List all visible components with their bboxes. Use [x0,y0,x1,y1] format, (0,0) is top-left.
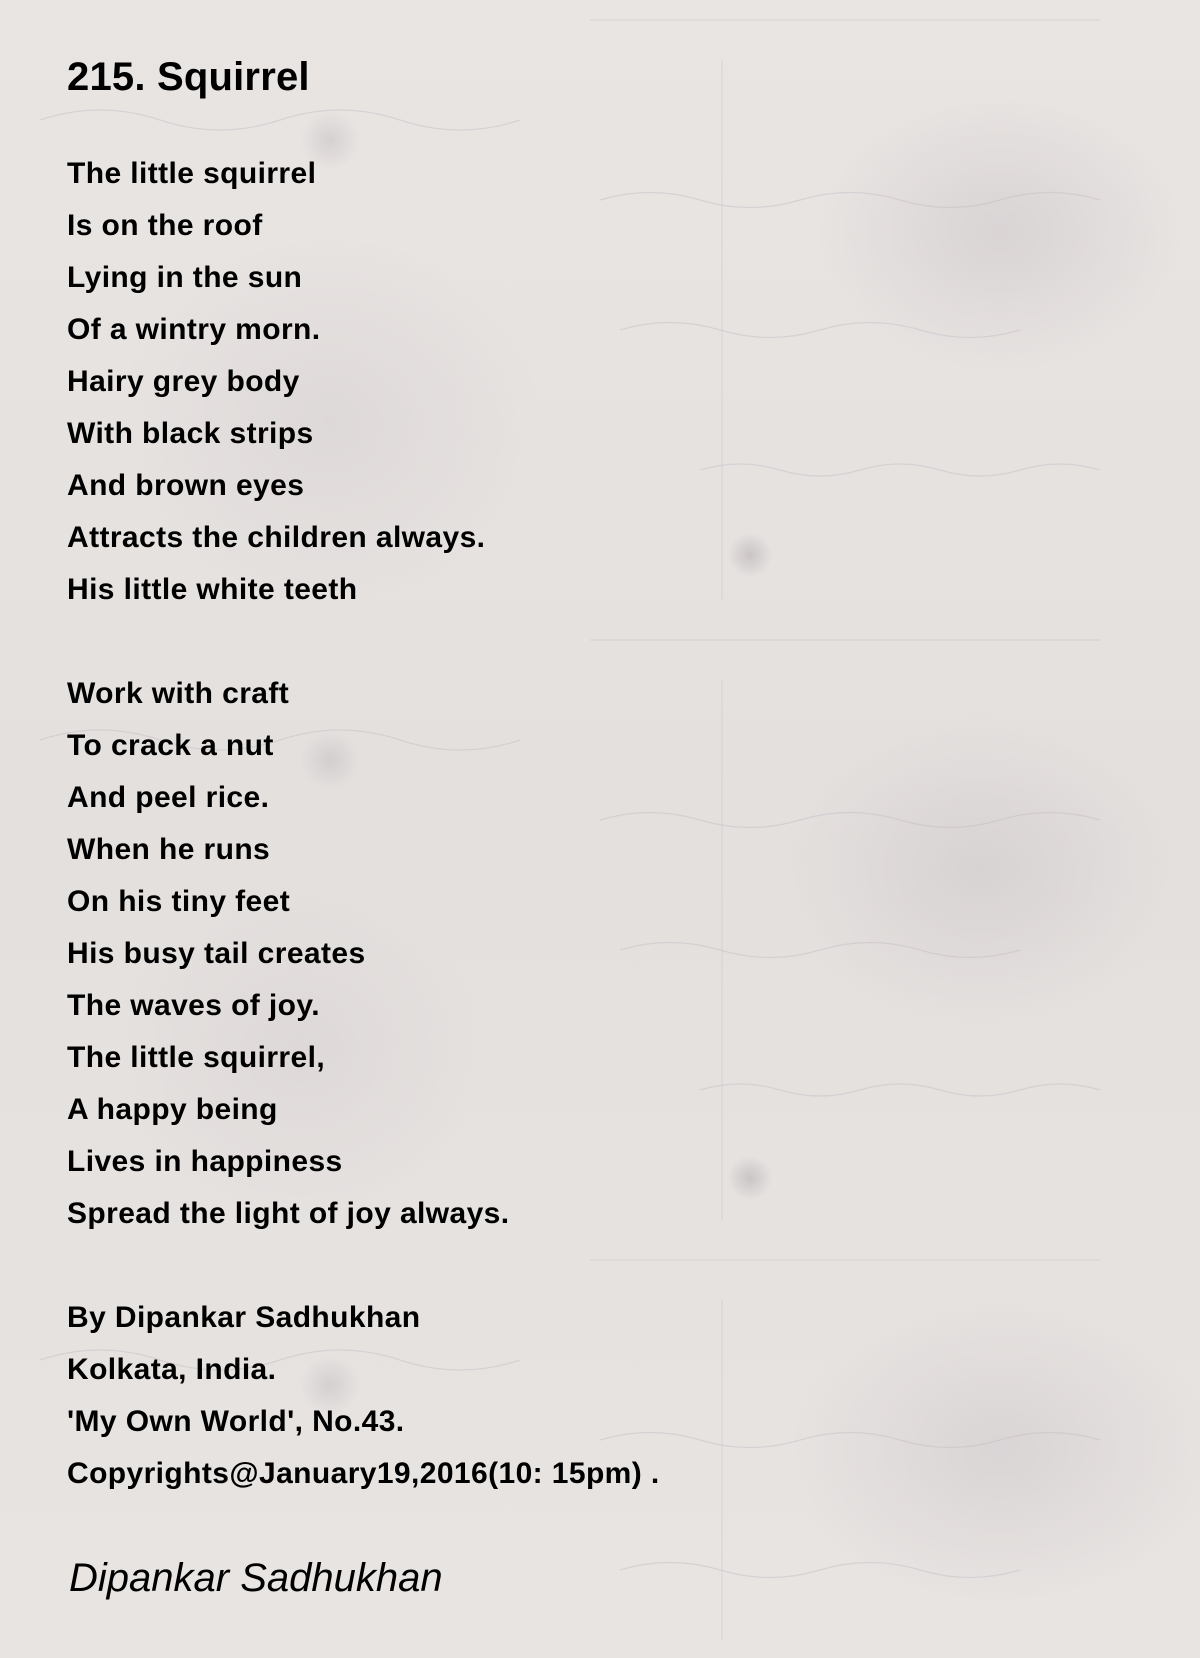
poem-line: Work with craft [67,677,290,710]
poem-line: Is on the roof [67,209,263,242]
stanza-break [67,1240,1147,1292]
credit-line: Kolkata, India. [67,1353,277,1386]
poem-line: And peel rice. [67,781,270,814]
poem-line: Spread the light of joy always. [67,1197,510,1230]
poem-line: His little white teeth [67,573,358,606]
poem-line: Lives in happiness [67,1145,343,1178]
stanza-break [67,616,1147,668]
credit-line: Copyrights@January19,2016(10: 15pm) . [67,1457,660,1490]
poem-line: When he runs [67,833,271,866]
poem-body [67,148,1147,1500]
poem-content [67,40,1147,1500]
credit-line: 'My Own World', No.43. [67,1405,405,1438]
poem-line: Attracts the children always. [67,521,486,554]
poem-line: Lying in the sun [67,261,303,294]
stanza-2 [67,668,1147,1240]
poem-line: With black strips [67,417,314,450]
poem-line: To crack a nut [67,729,274,762]
poem-line: The little squirrel [67,157,317,190]
poem-title: 215. Squirrel [67,55,310,99]
poem-line: Of a wintry morn. [67,313,321,346]
author-signature: Dipankar Sadhukhan [69,1556,443,1600]
poem-line: On his tiny feet [67,885,291,918]
poem-line: His busy tail creates [67,937,366,970]
poem-line: And brown eyes [67,469,305,502]
poem-line: The little squirrel, [67,1041,326,1074]
poem-credits [67,1292,1147,1500]
stanza-1 [67,148,1147,616]
poem-line: Hairy grey body [67,365,300,398]
poem-line: A happy being [67,1093,278,1126]
credit-line: By Dipankar Sadhukhan [67,1301,421,1334]
poem-line: The waves of joy. [67,989,320,1022]
